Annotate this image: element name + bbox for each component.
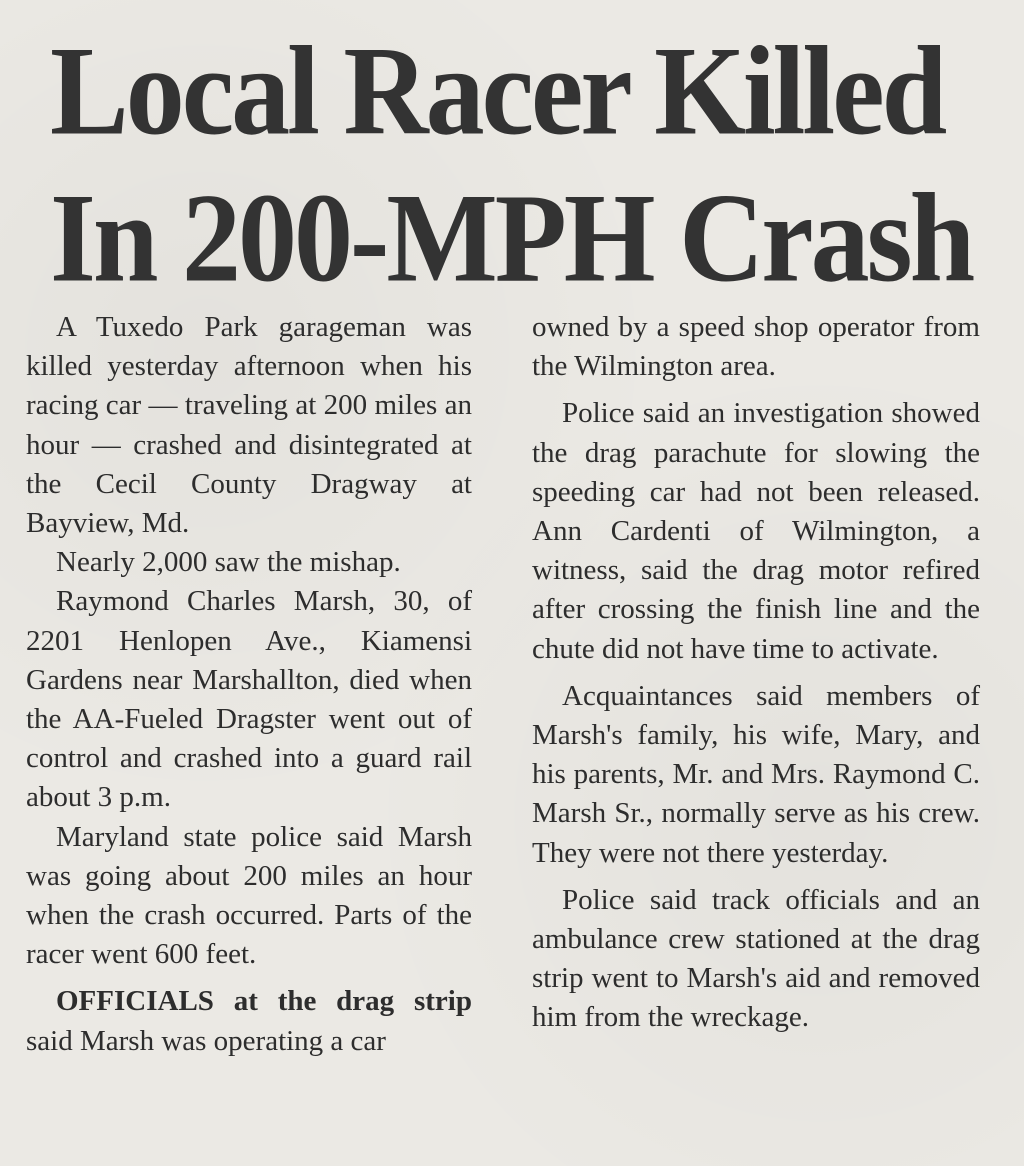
left-column: [26, 308, 472, 1061]
paragraph-continued: owned by a speed shop operator from the Wilmington area.: [532, 311, 980, 383]
paragraph-police: Maryland state police said Marsh was going about 200 miles an hour when the crash occurred. Parts of the racer went 600 feet.: [26, 820, 472, 971]
paragraph-investigation: Police said an investigation showed the drag parachute for slowing the speeding car had not been released. Ann Cardenti of Wilmington, a witness, said the drag motor refired after crossing the finish line and the chute did not have time to activate.: [532, 397, 980, 665]
paragraph-family: Acquaintances said members of Marsh's family, his wife, Mary, and his parents, Mr. and Mrs. Raymond C. Marsh Sr., normally serve as his crew. They were not there yesterday.: [532, 679, 980, 869]
article-body: [26, 308, 984, 1148]
paragraph-lead: A Tuxedo Park garageman was killed yesterday afternoon when his racing car — traveling at 200 miles an hour — crashed and disintegrated at the Cecil County Dragway at Bayview, Md.: [26, 311, 472, 540]
headline: [50, 18, 973, 312]
paragraph-rescue: Police said track officials and an ambulance crew stationed at the drag strip went to Marsh's aid and removed him from the wreckage.: [532, 883, 980, 1034]
paragraph-victim: Raymond Charles Marsh, 30, of 2201 Henlopen Ave., Kiamensi Gardens near Marshallton, died when the AA-Fueled Dragster went out of control and crashed into a guard rail about 3 p.m.: [26, 585, 472, 814]
right-column: [532, 308, 980, 1038]
headline-line-2: In 200-MPH Crash: [50, 167, 973, 309]
officials-lead: OFFICIALS at the drag strip: [56, 985, 472, 1018]
officials-rest: said Marsh was operating a car: [26, 1024, 386, 1057]
headline-line-1: Local Racer Killed: [50, 20, 945, 162]
paragraph-crowd: Nearly 2,000 saw the mishap.: [56, 546, 401, 579]
paragraph-officials: [26, 982, 472, 1060]
